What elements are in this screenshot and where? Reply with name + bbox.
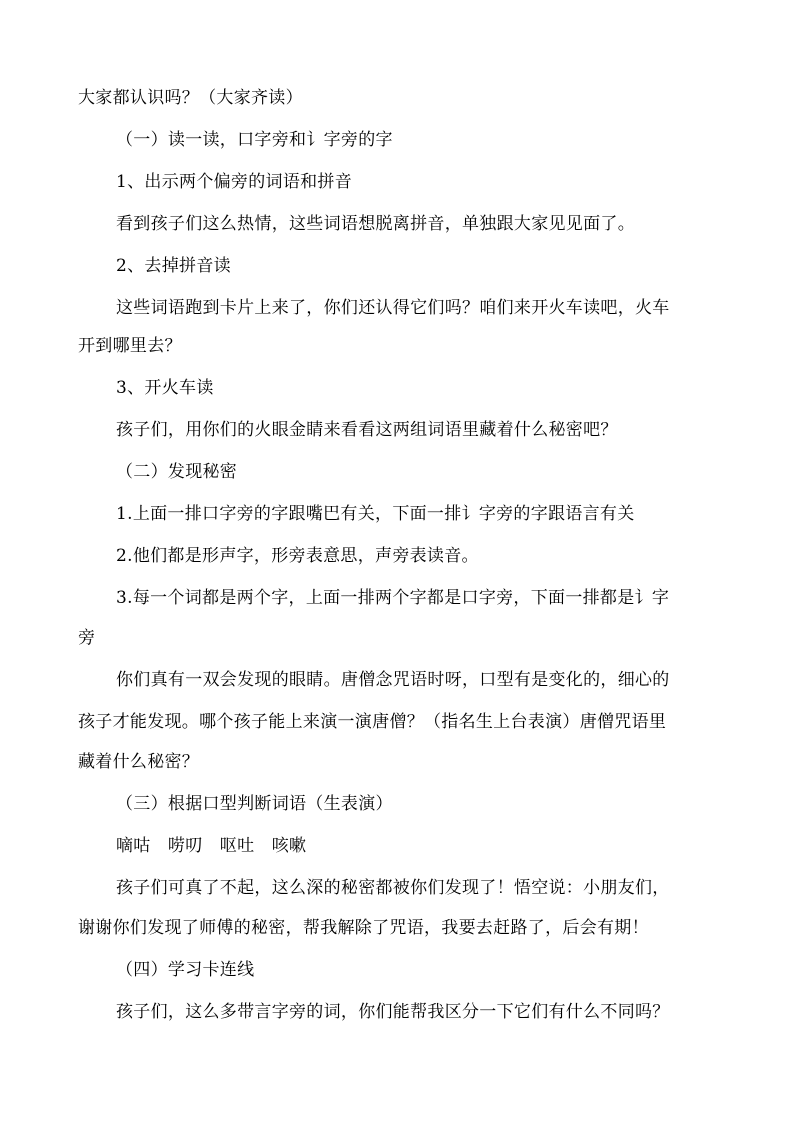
word-list: 嘀咕 唠叨 呕吐 咳嗽 [116, 836, 307, 856]
section-heading-3: （三）根据口型判断词语（生表演） [116, 794, 393, 814]
text-line-7: 孩子们，这么多带言字旁的词，你们能帮我区分一下它们有什么不同吗？ [116, 1002, 670, 1022]
text-line-5-cont-1: 孩子才能发现。哪个孩子能上来演一演唐僧？（指名生上台表演）唐僧咒语里 [78, 712, 667, 732]
list-item-2: 2.他们都是形声字，形旁表意思，声旁表读音。 [116, 546, 479, 566]
text-line-4: 孩子们，用你们的火眼金睛来看看这两组词语里藏着什么秘密吧？ [116, 420, 618, 440]
text-line-2: 看到孩子们这么热情，这些词语想脱离拼音，单独跟大家见见面了。 [116, 214, 635, 234]
section-heading-2: （二）发现秘密 [116, 462, 238, 482]
text-line-5: 你们真有一双会发现的眼睛。唐僧念咒语时呀，口型有是变化的，细心的 [116, 670, 670, 690]
text-line-6: 孩子们可真了不起，这么深的秘密都被你们发现了！悟空说：小朋友们， [116, 878, 670, 898]
list-item-3: 3.每一个词都是两个字，上面一排两个字都是口字旁，下面一排都是讠字 [116, 588, 670, 608]
text-line-1: 大家都认识吗？（大家齐读） [78, 88, 303, 108]
list-item-3-cont: 旁 [78, 628, 96, 648]
text-line-6-cont: 谢谢你们发现了师傅的秘密，帮我解除了咒语，我要去赶路了，后会有期！ [78, 918, 649, 938]
section-heading-1: （一）读一读，口字旁和讠字旁的字 [116, 130, 393, 150]
list-item-1: 1.上面一排口字旁的字跟嘴巴有关，下面一排讠字旁的字跟语言有关 [116, 504, 635, 524]
text-line-5-cont-2: 藏着什么秘密？ [78, 752, 200, 772]
step-heading-3: 3、开火车读 [116, 378, 214, 398]
text-line-3-cont: 开到哪里去？ [78, 336, 182, 356]
step-heading-1: 1、出示两个偏旁的词语和拼音 [116, 172, 353, 192]
step-heading-2: 2、去掉拼音读 [116, 256, 231, 276]
section-heading-4: （四）学习卡连线 [116, 960, 255, 980]
text-line-3: 这些词语跑到卡片上来了，你们还认得它们吗？咱们来开火车读吧，火车 [116, 298, 670, 318]
